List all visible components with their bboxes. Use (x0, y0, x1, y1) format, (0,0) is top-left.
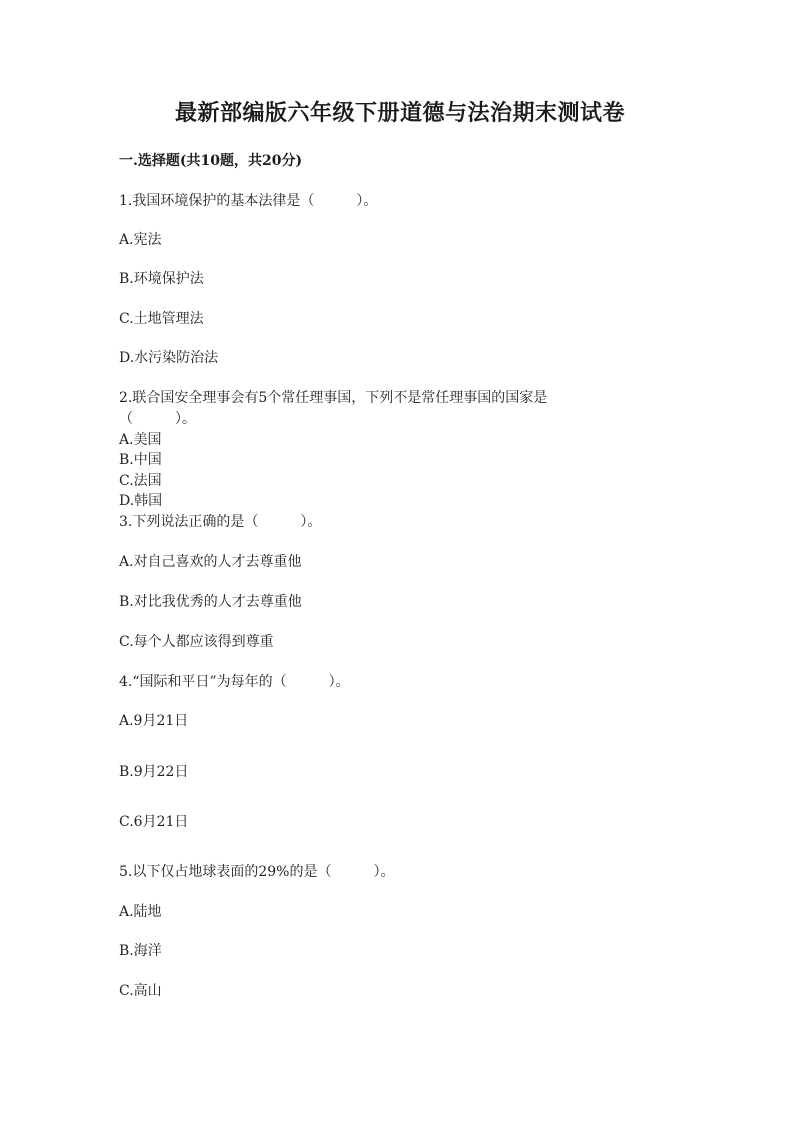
question-4-option-c: C.6月21日 (119, 814, 189, 830)
question-1-option-c: C.土地管理法 (119, 311, 204, 327)
section-heading: 一.选择题(共10题，共20分) (119, 153, 303, 169)
question-5-stem: 5.以下仅占地球表面的29%的是（ ）。 (119, 864, 395, 880)
question-2-option-a: A.美国 (119, 432, 162, 448)
question-2-stem-continued: （ ）。 (119, 411, 196, 427)
question-3-option-c: C.每个人都应该得到尊重 (119, 634, 274, 650)
question-3-option-b: B.对比我优秀的人才去尊重他 (119, 594, 302, 610)
question-3-stem: 3.下列说法正确的是（ ）。 (119, 514, 322, 530)
page-title: 最新部编版六年级下册道德与法治期末测试卷 (174, 100, 625, 126)
question-2-stem: 2.联合国安全理事会有5个常任理事国，下列不是常任理事国的国家是 (119, 390, 548, 406)
question-3-option-a: A.对自己喜欢的人才去尊重他 (119, 554, 302, 570)
question-4-option-b: B.9月22日 (119, 764, 189, 780)
question-5-option-a: A.陆地 (119, 904, 162, 920)
question-1-option-a: A.宪法 (119, 232, 162, 248)
question-1-stem: 1.我国环境保护的基本法律是（ ）。 (119, 193, 378, 209)
question-2-option-b: B.中国 (119, 452, 162, 468)
question-1-option-d: D.水污染防治法 (119, 350, 219, 366)
question-4-stem: 4.“国际和平日”为每年的（ ）。 (119, 674, 350, 690)
question-1-option-b: B.环境保护法 (119, 271, 204, 287)
question-2-option-c: C.法国 (119, 473, 162, 489)
question-2-option-d: D.韩国 (119, 493, 163, 509)
question-5-option-b: B.海洋 (119, 943, 162, 959)
question-5-option-c: C.高山 (119, 983, 162, 999)
question-4-option-a: A.9月21日 (119, 713, 189, 729)
